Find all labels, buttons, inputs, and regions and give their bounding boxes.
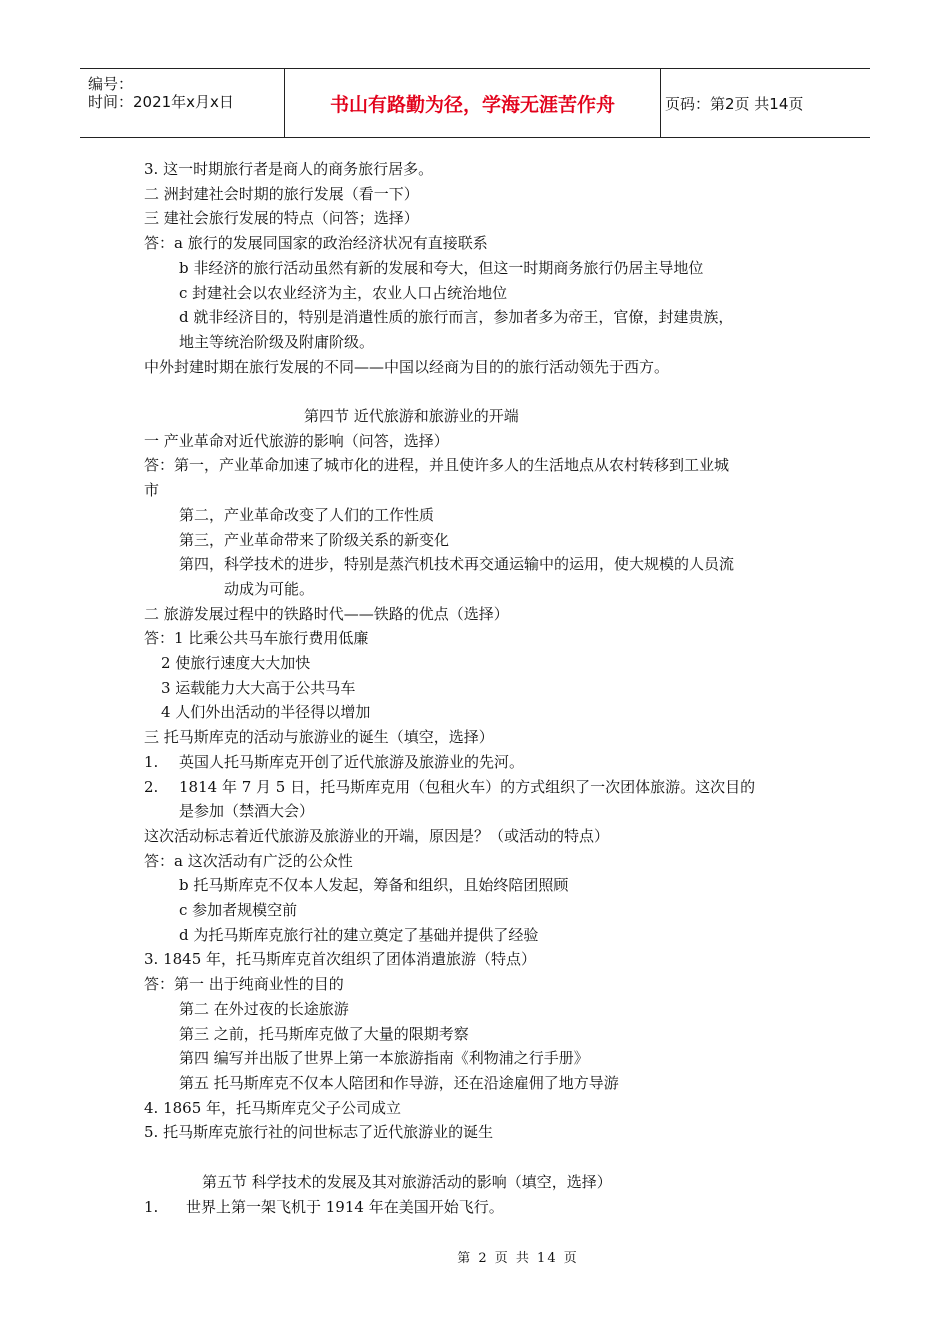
answer-item: d 为托马斯库克旅行社的建立奠定了基础并提供了经验 — [179, 925, 539, 944]
text-line: 这次活动标志着近代旅游及旅游业的开端，原因是？（或活动的特点） — [144, 826, 610, 845]
answer-item: b 非经济的旅行活动虽然有新的发展和夸大，但这一时期商务旅行仍居主导地位 — [179, 258, 704, 277]
item-text: 1814 年 7 月 5 日，托马斯库克用（包租火车）的方式组织了一次团体旅游。这次目的 — [179, 777, 756, 796]
time-label: 时间：2021年x月x日 — [88, 93, 234, 111]
answer-item: 第二 在外过夜的长途旅游 — [179, 999, 349, 1018]
page-header — [80, 68, 870, 138]
answer-line: 答：第一，产业革命加速了城市化的进程，并且使许多人的生活地点从农村转移到工业城 — [144, 456, 730, 475]
numbered-item: 5. 托马斯库克旅行社的问世标志了近代旅游业的诞生 — [144, 1123, 494, 1142]
answer-item: 地主等统治阶级及附庸阶级。 — [179, 332, 375, 351]
blank-line — [144, 1145, 824, 1170]
answer-item: 4 人们外出活动的半径得以增加 — [161, 703, 371, 722]
answer-line: 答：1 比乘公共马车旅行费用低廉 — [144, 629, 369, 648]
answer-item: 3 运载能力大大高于公共马车 — [161, 678, 356, 697]
answer-item: c 参加者规模空前 — [179, 901, 298, 920]
numbered-item — [144, 1195, 824, 1220]
text-line: 中外封建时期在旅行发展的不同——中国以经商为目的的旅行活动领先于西方。 — [144, 357, 670, 376]
answer-item: 第三 之前，托马斯库克做了大量的限期考察 — [179, 1024, 469, 1043]
answer-item: 第四 编写并出版了世界上第一本旅游指南《利物浦之行手册》 — [179, 1049, 589, 1068]
chapter-heading: 第四节 近代旅游和旅游业的开端 — [304, 407, 519, 426]
answer-item: 动成为可能。 — [224, 579, 315, 598]
section-heading: 三 建社会旅行发展的特点（问答；选择） — [144, 209, 419, 228]
answer-item: 2 使旅行速度大大加快 — [161, 654, 311, 673]
header-meta-cell — [80, 69, 285, 137]
answer-item: c 封建社会以农业经济为主，农业人口占统治地位 — [179, 283, 508, 302]
answer-line: 答：a 旅行的发展同国家的政治经济状况有直接联系 — [144, 234, 488, 253]
chapter-heading: 第五节 科学技术的发展及其对旅游活动的影响（填空，选择） — [202, 1172, 612, 1191]
answer-line: 市 — [144, 481, 160, 500]
item-text: 世界上第一架飞机于 1914 年在美国开始飞行。 — [186, 1197, 504, 1216]
numbered-item: 3. 1845 年，托马斯库克首次组织了团体消遣旅游（特点） — [144, 950, 537, 969]
section-heading: 二 洲封建社会时期的旅行发展（看一下） — [144, 184, 419, 203]
section-heading: 三 托马斯库克的活动与旅游业的诞生（填空，选择） — [144, 728, 494, 747]
answer-item: 第四，科学技术的进步，特别是蒸汽机技术再交通运输中的运用，使大规模的人员流 — [179, 555, 735, 574]
numbered-item: 4. 1865 年，托马斯库克父子公司成立 — [144, 1098, 402, 1117]
item-text-continued: 是参加（禁酒大会） — [179, 802, 315, 821]
code-label: 编号： — [88, 75, 134, 93]
numbered-item — [144, 750, 824, 775]
page-label: 页码：第2页 共14页 — [665, 94, 804, 113]
text-line: 3. 这一时期旅行者是商人的商务旅行居多。 — [144, 160, 434, 178]
answer-line: 答：a 这次活动有广泛的公众性 — [144, 851, 353, 870]
document-body — [144, 157, 824, 1219]
answer-line: 答：第一 出于纯商业性的目的 — [144, 975, 344, 994]
page-footer: 第 2 页 共 14 页 — [457, 1251, 579, 1266]
item-text: 英国人托马斯库克开创了近代旅游及旅游业的先河。 — [179, 752, 525, 771]
section-heading: 一 产业革命对近代旅游的影响（问答，选择） — [144, 431, 449, 450]
answer-item: b 托马斯库克不仅本人发起，筹备和组织，且始终陪团照顾 — [179, 876, 569, 895]
numbered-item — [144, 775, 824, 800]
answer-item: d 就非经济目的，特别是消遣性质的旅行而言，参加者多为帝王，官僚，封建贵族， — [179, 308, 734, 327]
answer-item: 第五 托马斯库克不仅本人陪团和作导游，还在沿途雇佣了地方导游 — [179, 1074, 619, 1092]
item-number: 1. — [144, 1197, 159, 1216]
answer-item: 第三，产业革命带来了阶级关系的新变化 — [179, 530, 450, 549]
section-heading: 二 旅游发展过程中的铁路时代——铁路的优点（选择） — [144, 604, 509, 623]
blank-line — [144, 379, 824, 404]
item-number: 1. — [144, 752, 159, 771]
answer-item: 第二，产业革命改变了人们的工作性质 — [179, 505, 435, 524]
item-number: 2. — [144, 777, 159, 796]
motto: 书山有路勤为径，学海无涯苦作舟 — [285, 69, 661, 137]
